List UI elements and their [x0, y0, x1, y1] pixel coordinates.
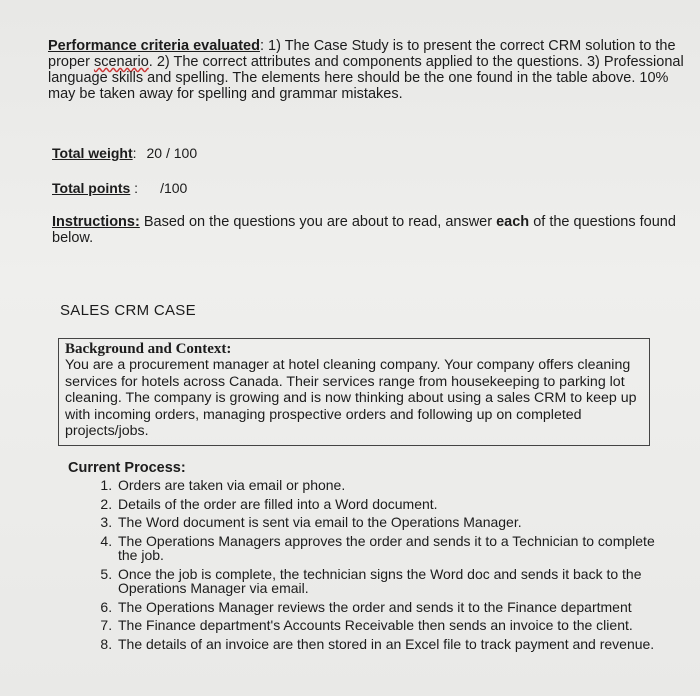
- instructions-paragraph: [52, 214, 682, 246]
- performance-criteria-paragraph: [48, 38, 688, 102]
- instructions-label: Instructions:: [52, 214, 140, 230]
- criteria-label: Performance criteria evaluated: [48, 38, 260, 54]
- process-step: 8. The details of an invoice are then stored in an Excel file to track payment and revenue.: [116, 637, 668, 652]
- background-heading: Background and Context:: [65, 341, 232, 357]
- criteria-text-a: 1) The Case Study is to present the correct CRM solution to the proper: [48, 38, 676, 70]
- process-step: 7. The Finance department's Accounts Receivable then sends an invoice to the client.: [116, 618, 668, 633]
- criteria-text-b: . 2) The correct attributes and components applied to the questions. 3) Professional language skills and spelling. The elements here should be the one found in the table above. 10% may be taken away for spelling and grammar mistakes.: [48, 54, 684, 102]
- total-weight-value: 20 / 100: [146, 145, 198, 161]
- process-step: 4. The Operations Managers approves the order and sends it to a Technician to complete the job.: [116, 534, 668, 563]
- process-step: 6. The Operations Manager reviews the order and sends it to the Finance department: [116, 600, 668, 615]
- process-step: 3. The Word document is sent via email to the Operations Manager.: [116, 515, 668, 530]
- process-step: 1. Orders are taken via email or phone.: [116, 478, 668, 493]
- total-weight-label: Total weight: [52, 145, 133, 161]
- total-weight-line: [52, 145, 197, 161]
- background-context-box: [58, 338, 650, 446]
- process-step: 2. Details of the order are filled into a Word document.: [116, 497, 668, 512]
- scenario-word: scenario: [93, 54, 149, 70]
- total-points-label: Total points: [52, 180, 131, 196]
- total-points-value: /100: [160, 180, 188, 196]
- total-weight-colon: :: [132, 145, 137, 161]
- total-points-line: [52, 180, 187, 196]
- section-title: SALES CRM CASE: [60, 302, 196, 319]
- process-step: 5. Once the job is complete, the technician signs the Word doc and sends it back to the Operations Manager via email.: [116, 567, 668, 596]
- criteria-colon: :: [259, 38, 264, 54]
- total-points-colon: :: [130, 180, 139, 196]
- process-heading: Current Process:: [68, 460, 186, 476]
- current-process-section: [68, 460, 668, 655]
- instructions-text-b: of the questions found below.: [52, 214, 676, 246]
- background-body: You are a procurement manager at hotel cleaning company. Your company offers cleaning services for hotels across Canada. Their services range from housekeeping to parking lot cleaning. The company is growing and is now thinking about using a sales CRM to keep up with incoming orders, managing prospective orders and following up on completed projects/jobs.: [65, 357, 637, 439]
- instructions-bold-word: each: [496, 214, 530, 230]
- process-steps-list: [68, 478, 668, 651]
- instructions-text-a: Based on the questions you are about to read, answer: [139, 214, 497, 230]
